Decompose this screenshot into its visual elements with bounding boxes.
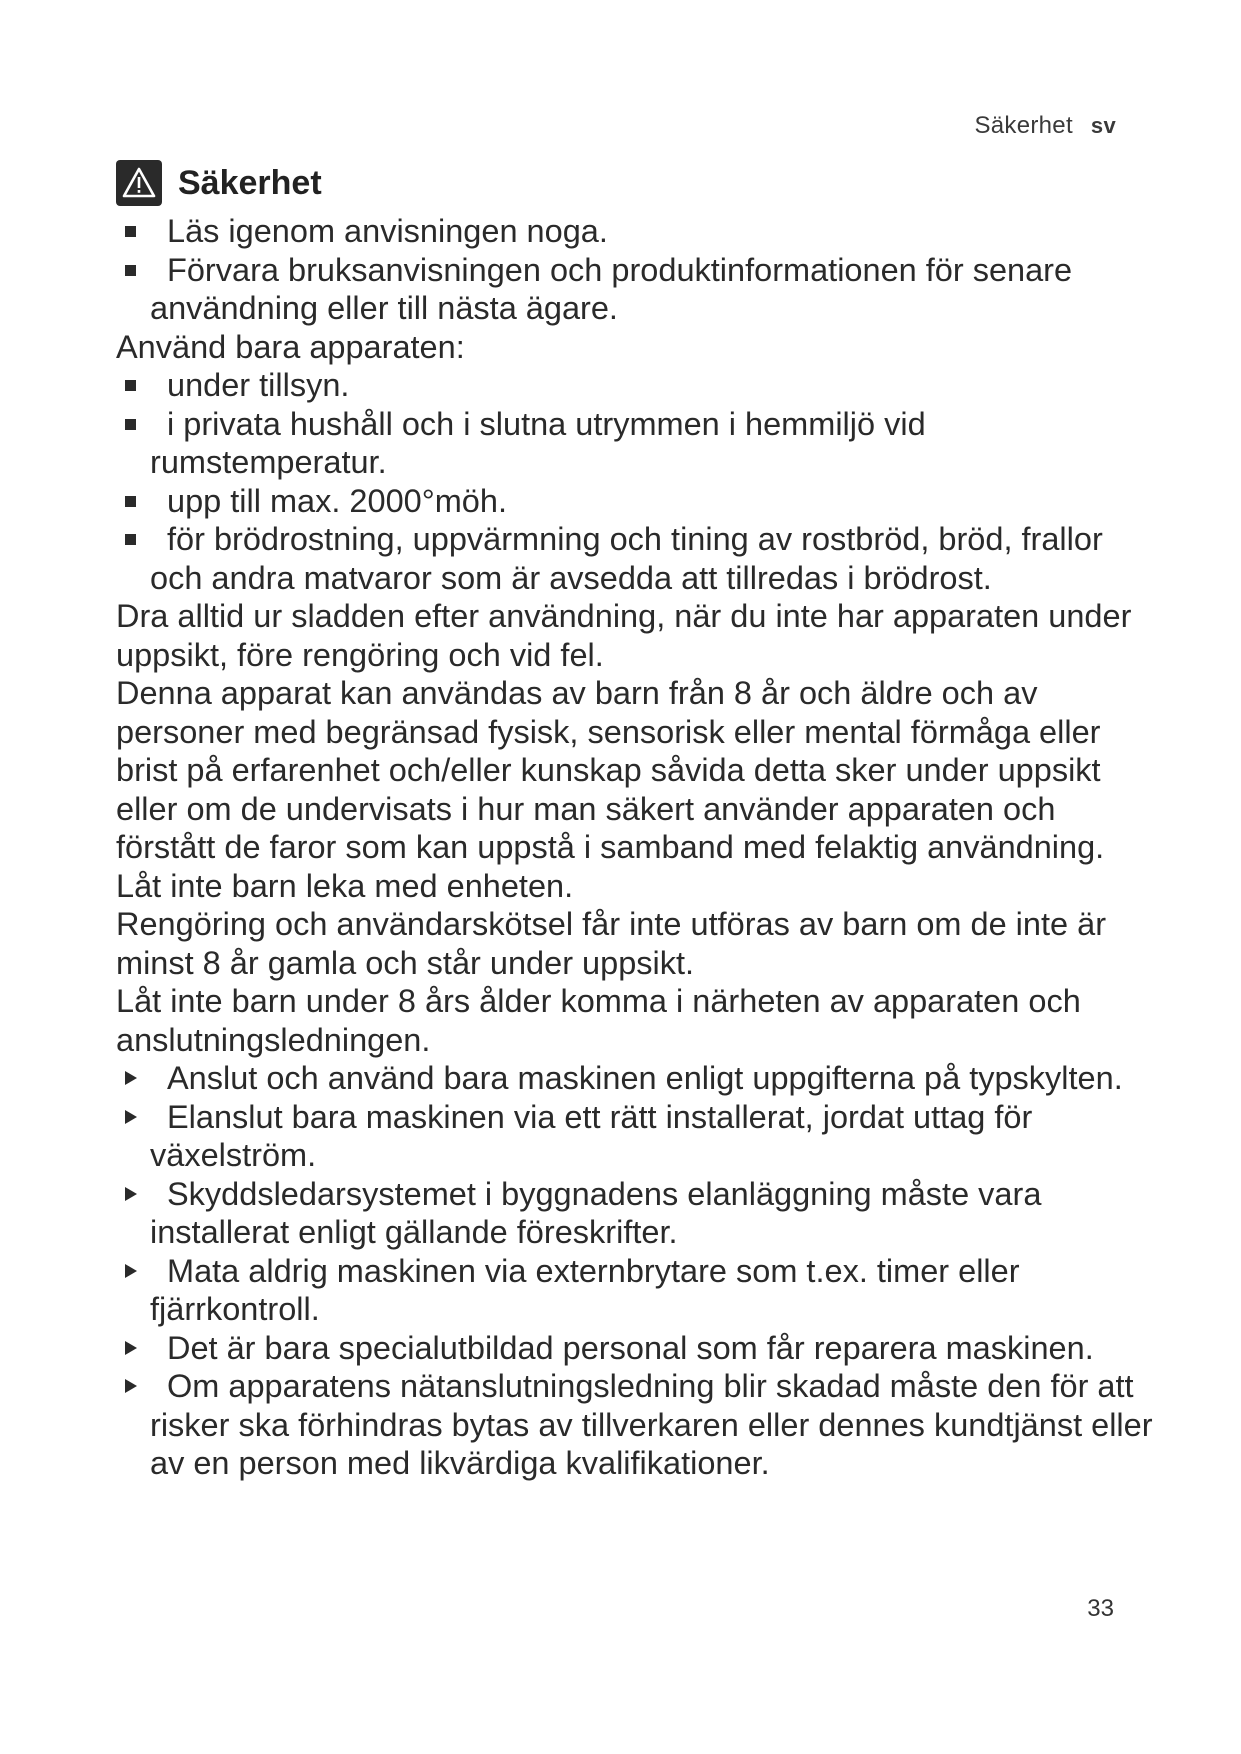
- item-text: Förvara bruksanvisningen och produktinformationen för senare användning eller till nästa ägare.: [150, 251, 1073, 326]
- paragraph: Låt inte barn leka med enheten.: [116, 867, 574, 904]
- paragraph: Låt inte barn under 8 års ålder komma i närheten av apparaten och anslutningsledningen.: [116, 983, 1081, 1058]
- item-text: Om apparatens nätanslutningsledning blir skadad måste den för att risker ska förhindras bytas av tillverkaren eller dennes kundtjänst eller av en person med likvärdiga kvalifikationer.: [150, 1368, 1153, 1481]
- page-number: 33: [1087, 1595, 1114, 1622]
- paragraph: Använd bara apparaten:: [116, 328, 465, 365]
- item-text: Mata aldrig maskinen via externbrytare som t.ex. timer eller fjärrkontroll.: [150, 1252, 1020, 1327]
- instruction-item: [116, 1059, 1156, 1098]
- item-text: Det är bara specialutbildad personal som får reparera maskinen.: [167, 1329, 1094, 1366]
- instruction-item: [116, 1175, 1156, 1252]
- item-text: Läs igenom anvisningen noga.: [167, 213, 608, 249]
- instruction-item: [116, 1252, 1156, 1329]
- paragraph: Dra alltid ur sladden efter användning, när du inte har apparaten under uppsikt, före rengöring och vid fel.: [116, 598, 1132, 673]
- item-text: upp till max. 2000°möh.: [167, 482, 507, 519]
- bullet-item: [116, 482, 1156, 521]
- running-header: [974, 112, 1116, 140]
- instruction-item: [116, 1098, 1156, 1175]
- bullet-item: [116, 366, 1156, 405]
- instruction-item: [116, 1367, 1156, 1483]
- warning-icon: [116, 160, 162, 206]
- section-title: Säkerhet: [178, 163, 322, 202]
- paragraph: Denna apparat kan användas av barn från 8 år och äldre och av personer med begränsad fysisk, sensorisk eller mental förmåga eller brist på erfarenhet och/eller kunskap såvida detta sker under uppsikt eller om de undervisats i hur man säkert använder apparaten och förstått de faror som kan uppstå i samband med felaktig användning.: [116, 675, 1105, 865]
- paragraph: Rengöring och användarskötsel får inte utföras av barn om de inte är minst 8 år gamla och står under uppsikt.: [116, 906, 1107, 981]
- page-content: [116, 160, 1156, 1483]
- item-text: för brödrostning, uppvärmning och tining av rostbröd, bröd, frallor och andra matvaror som är avsedda att tillredas i brödrost.: [150, 521, 1103, 596]
- item-text: Elanslut bara maskinen via ett rätt installerat, jordat uttag för växelström.: [150, 1098, 1033, 1173]
- instruction-item: [116, 1329, 1156, 1368]
- item-text: Anslut och använd bara maskinen enligt uppgifterna på typskylten.: [167, 1060, 1123, 1096]
- bullet-item: [116, 520, 1156, 597]
- bullet-item: [116, 405, 1156, 482]
- item-text: Skyddsledarsystemet i byggnadens elanläggning måste vara installerat enligt gällande föreskrifter.: [150, 1175, 1042, 1250]
- header-section: Säkerhet: [974, 112, 1073, 139]
- item-text: under tillsyn.: [167, 367, 350, 403]
- bullet-item: [116, 251, 1156, 328]
- bullet-item: [116, 212, 1156, 251]
- header-language: sv: [1090, 113, 1116, 138]
- safety-text-blocks: [116, 212, 1156, 1483]
- item-text: i privata hushåll och i slutna utrymmen i hemmiljö vid rumstemperatur.: [150, 405, 926, 480]
- section-heading: [116, 160, 1156, 206]
